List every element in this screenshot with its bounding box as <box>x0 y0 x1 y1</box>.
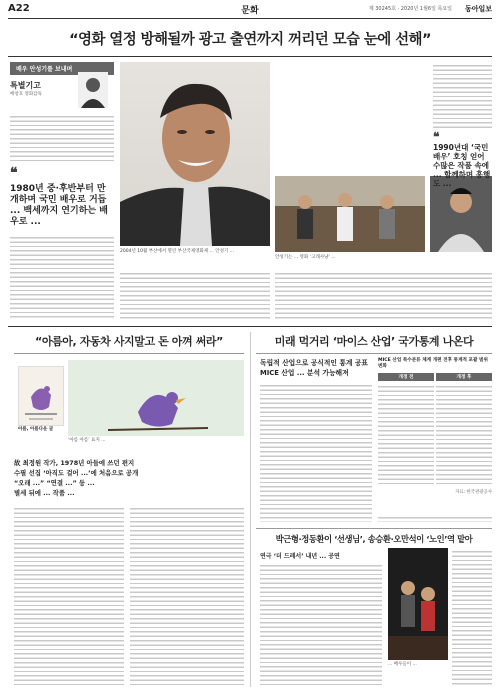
subheads <box>260 358 372 378</box>
book-title: 아름, 아름다운 글 <box>18 427 54 432</box>
subhead: MICE 산업 ... 분석 가능해져 <box>260 369 349 377</box>
article-body <box>14 505 124 685</box>
divider <box>256 528 492 529</box>
book-caption: ‘아름 아름’ 표지 ... <box>68 438 106 443</box>
divider <box>256 353 492 354</box>
article-body <box>452 548 492 685</box>
subhead: 별세 뒤에 ... 작품 ... <box>14 489 75 497</box>
film-still-photo <box>275 176 425 252</box>
stage-photo-caption: ... 배우들이 ... <box>388 662 417 667</box>
top-headline: “영화 열정 방해될까 광고 출연까지 꺼리던 모습 눈에 선해” <box>69 32 431 48</box>
article-body <box>433 62 492 128</box>
column-divider <box>250 332 251 687</box>
subheads <box>14 458 244 498</box>
section-name: 문화 <box>241 6 259 16</box>
stats-table <box>378 358 492 508</box>
author-portrait <box>78 72 108 108</box>
subhead: 수필 선집 ‘아직도 걸어 ...’에 처음으로 공개 <box>14 469 139 477</box>
bottom-right-headline: 미래 먹거리 ‘마이스 산업’ 국가통계 나온다 <box>274 335 474 348</box>
bottom-left-headline: “아름아, 자동차 사지말고 돈 아껴 써라” <box>35 335 223 348</box>
divider <box>14 353 244 354</box>
newspaper-logo: 동아일보 <box>464 4 492 13</box>
article-2-headline: 박근형·정동환이 ‘선생님’, 송승환·오만석이 ‘노인’역 맡아 <box>275 534 473 544</box>
subhead: “오래 ...” “연결 ...” 등 ... <box>14 479 95 487</box>
pull-quote-2: 1990년대 ‘국민 배우’ 호칭 얻어 수많은 작품 속에 ... 함께하며 흥행도 ... <box>433 143 491 188</box>
photo-caption: 2004년 10월 부산에서 열린 부산국제영화제 ... 안성기 ... <box>120 249 235 254</box>
photo-caption-2: 안성기는 ... 영화 ‘고래사냥’ ... <box>275 255 336 260</box>
main-photo <box>120 62 270 246</box>
divider <box>8 56 492 57</box>
table-header-after: 개정 후 <box>436 373 492 381</box>
stage-photo <box>388 548 448 660</box>
table-cell <box>378 383 434 487</box>
table-header-before: 개정 전 <box>378 373 434 381</box>
book-photo <box>68 360 244 436</box>
author-subtitle: 배창호 영화감독 <box>10 92 42 97</box>
book-cover <box>18 366 64 426</box>
quote-mark-icon: ❝ <box>10 165 18 181</box>
table-title: MICE 산업 특수분류 체계 개편 전후 통계적 포괄 범위 변화 <box>378 358 488 369</box>
article-body <box>260 382 372 522</box>
article-body <box>275 270 492 320</box>
issue-date: 제 30245호 · 2020년 1월6일 목요일 <box>368 6 452 12</box>
article-body <box>120 270 270 320</box>
table-cell <box>436 383 492 487</box>
article-body <box>130 505 244 685</box>
article-body <box>378 514 492 522</box>
table-source: 자료: 한국관광공사 <box>455 490 492 495</box>
series-label: 배우 안성기를 보내며 <box>10 62 114 75</box>
article-2-subhead: 연극 ‘더 드레서’ 내년 ... 공연 <box>260 553 340 560</box>
quote-mark-icon: ❝ <box>433 130 440 144</box>
article-body <box>10 234 114 320</box>
divider <box>8 326 492 327</box>
subhead: 독립적 산업으로 공식적인 통계 공표 <box>260 359 368 367</box>
subhead: 故 최정원 작가, 1978년 아들에 쓰던 편지 <box>14 459 135 467</box>
pull-quote-1: 1980년 중·후반부터 만개하며 국민 배우로 거듭 ... 백세까지 연기하는 배우로 ... <box>10 184 108 227</box>
page-header <box>8 3 492 19</box>
author-title: 특별기고 <box>10 81 41 90</box>
page-number: A22 <box>8 3 30 14</box>
article-body <box>10 113 114 161</box>
article-body <box>260 562 382 685</box>
